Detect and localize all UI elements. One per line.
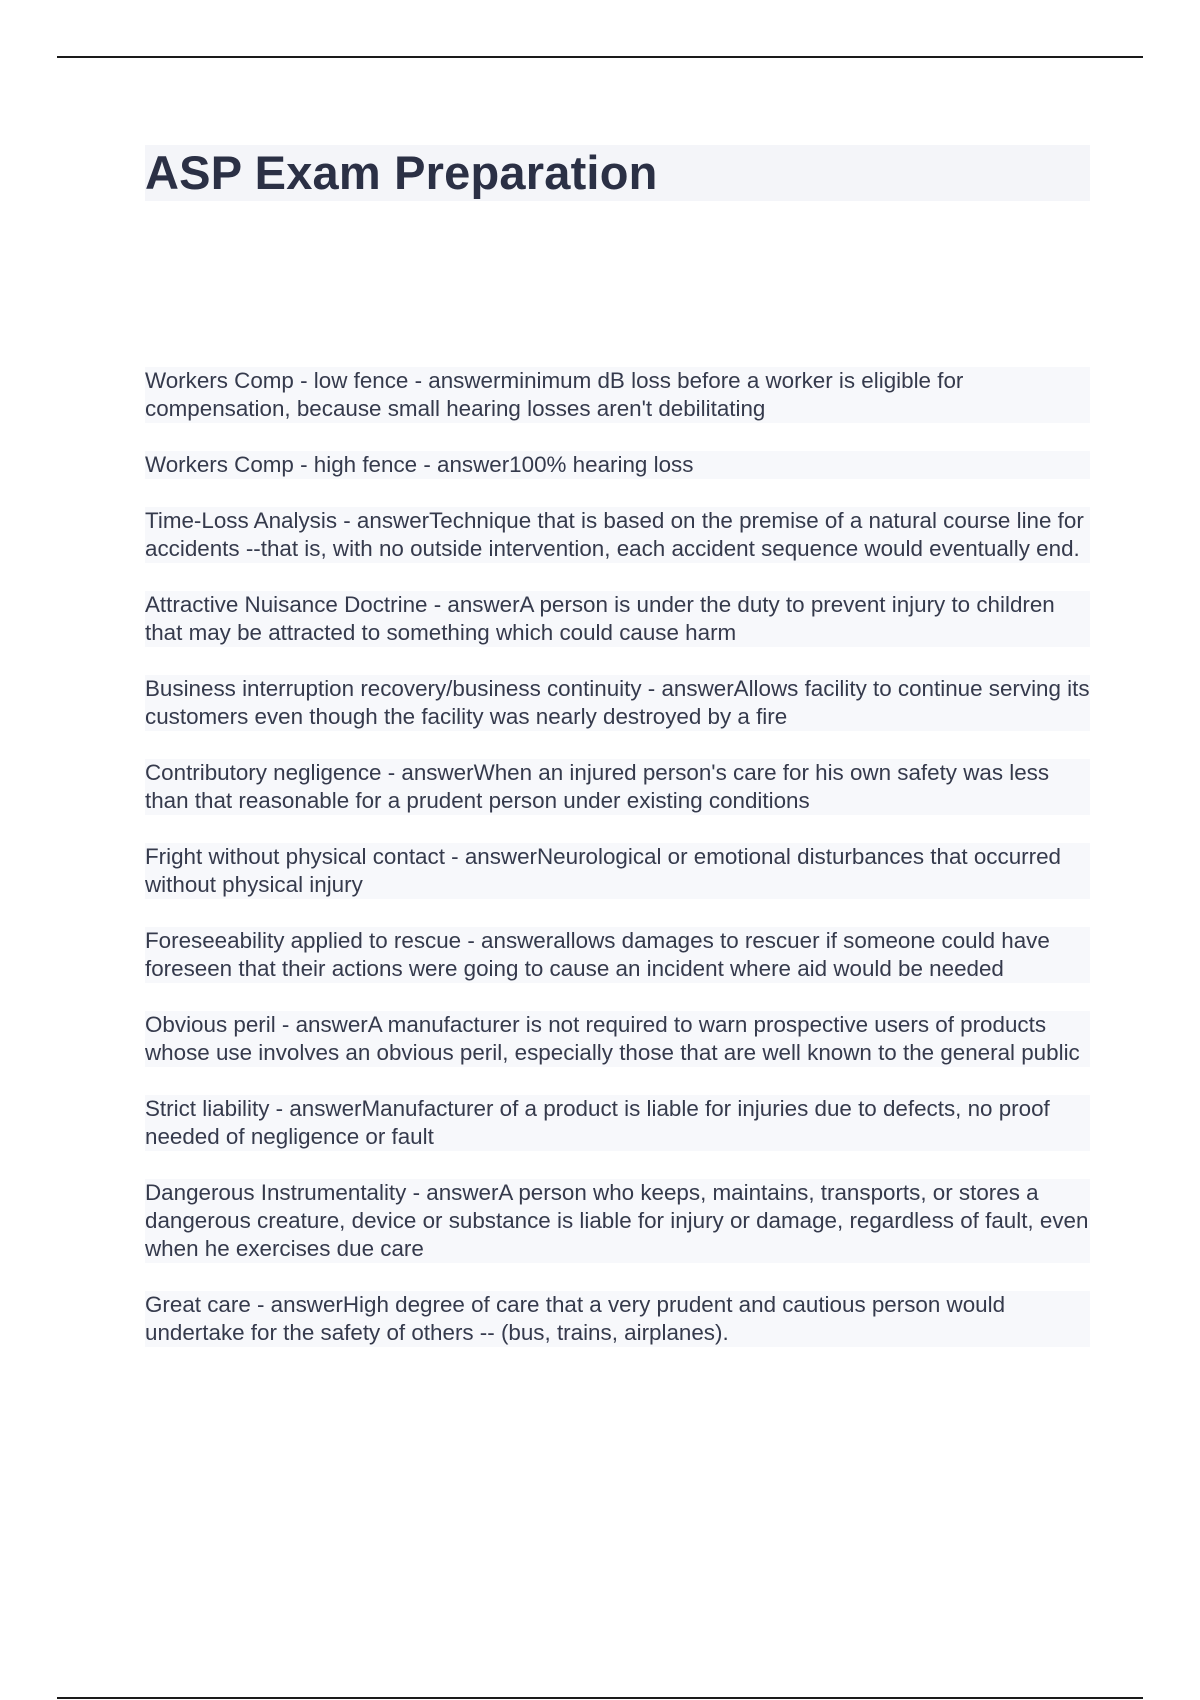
document-title: ASP Exam Preparation <box>145 146 658 199</box>
flashcard: Business interruption recovery/business continuity - answerAllows facility to continue serving its customers even though the facility was nearly destroyed by a fire <box>145 676 1090 729</box>
flashcard: Strict liability - answerManufacturer of a product is liable for injuries due to defects, no proof needed of negligence or fault <box>145 1095 1090 1151</box>
flashcard-list <box>145 367 1090 1347</box>
flashcard: Obvious peril - answerA manufacturer is not required to warn prospective users of products whose use involves an obvious peril, especially those that are well known to the general public <box>145 1011 1090 1067</box>
flashcard: Workers Comp - low fence - answerminimum dB loss before a worker is eligible for compensation, because small hearing losses aren't debilitating <box>145 367 1090 423</box>
flashcard: Contributory negligence - answerWhen an injured person's care for his own safety was less than that reasonable for a prudent person under existing conditions <box>145 759 1090 815</box>
flashcard: Great care - answerHigh degree of care that a very prudent and cautious person would undertake for the safety of others -- (bus, trains, airplanes). <box>145 1291 1090 1347</box>
flashcard: Dangerous Instrumentality - answerA person who keeps, maintains, transports, or stores a dangerous creature, device or substance is liable for injury or damage, regardless of fault, even when he exercises due care <box>145 1180 1089 1261</box>
flashcard: Foreseeability applied to rescue - answerallows damages to rescuer if someone could have foreseen that their actions were going to cause an incident where aid would be needed <box>145 927 1090 983</box>
flashcard: Workers Comp - high fence - answer100% hearing loss <box>145 451 1090 479</box>
flashcard: Fright without physical contact - answerNeurological or emotional disturbances that occurred without physical injury <box>145 843 1090 899</box>
bottom-rule <box>57 1697 1143 1699</box>
document-body <box>145 145 1090 1375</box>
flashcard: Time-Loss Analysis - answerTechnique that is based on the premise of a natural course line for accidents --that is, with no outside intervention, each accident sequence would eventually end. <box>145 507 1090 563</box>
flashcard: Attractive Nuisance Doctrine - answerA person is under the duty to prevent injury to children that may be attracted to something which could cause harm <box>145 591 1090 647</box>
title-bar <box>145 145 1090 201</box>
top-rule <box>57 56 1143 58</box>
